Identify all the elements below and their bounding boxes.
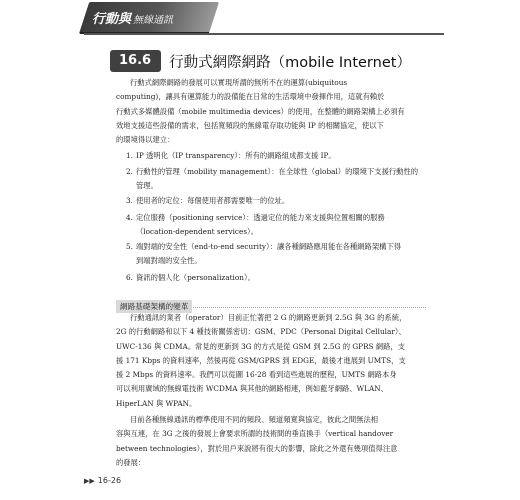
intro-line: 效地支援這些設備的需求，包括寬頻段的無線電存取功能與 IP 的相關協定，使以下 [116, 120, 384, 130]
header-rule [84, 33, 444, 35]
intro-paragraph [116, 76, 425, 147]
subsection-heading [116, 294, 426, 311]
list-item [126, 240, 426, 269]
body-line: 容與互連，在 3G 之後的發展上會要求所謂的技術間的垂直換手（vertical handover [116, 429, 394, 439]
body-line: between technologies），對於用戶來說將有很大的影響，除此之外還有幾項值得注意 [116, 443, 398, 453]
list-text: 定位服務（positioning service）：透過定位的能力來支援與位置相關的服務 [136, 213, 385, 222]
body-line: 的發展： [116, 457, 146, 467]
intro-line: 的環境得以建立： [116, 135, 175, 145]
section-heading [110, 49, 411, 73]
list-number: 3. [126, 196, 133, 205]
header-logo-text [92, 8, 212, 28]
list-text: （location-dependent services）。 [136, 227, 259, 237]
header-logo-text-a: 行動與 [92, 12, 132, 27]
subsection-heading-label: 網路基礎架構的變革 [116, 300, 192, 313]
list-number: 6. [126, 273, 133, 282]
double-arrow-icon: ▶▶ [84, 476, 95, 485]
intro-line: computing)，讓具有運算能力的設備能在日常的生活環境中發揮作用，這就有賴於 [116, 92, 385, 102]
list-number: 1. [126, 151, 133, 160]
page-footer [84, 476, 121, 485]
list-item [126, 165, 426, 194]
list-text: 到端對端的安全性。 [136, 256, 202, 266]
list-item [126, 149, 426, 163]
list-number: 5. [126, 242, 133, 251]
body-paragraph [116, 413, 425, 470]
list-number: 2. [126, 167, 133, 176]
list-text: 行動性的管理（mobility management）：在全球性（global）的環境下支援行動性的 [136, 167, 419, 176]
body-line: UWC-136 與 CDMA。常見的更新到 3G 的方式是從 GSM 到 2.5G 的 GPRS 網路，支 [116, 341, 406, 351]
list-item [126, 194, 426, 208]
body-paragraph [116, 311, 425, 411]
body-line: 可以利用廣域的無線電技術 WCDMA 與其他的網路相連，例如藍牙網路、WLAN、 [116, 384, 388, 394]
list-text: 管理。 [136, 181, 158, 191]
section-number: 16.6 [110, 50, 161, 72]
list-item [126, 271, 426, 285]
list-number: 4. [126, 213, 133, 222]
intro-line: 行動式多媒體設備（mobile multimedia devices）的使用，在整體的網路架構上必須有 [116, 106, 405, 116]
body-line: 行動通訊的業者（operator）目前正忙著把 2 G 的網路更新到 2.5G 與 3G 的系統， [130, 313, 407, 322]
body-line: HiperLAN 與 WPAN。 [116, 398, 197, 408]
section-title: 行動式網際網路（mobile Internet） [169, 54, 411, 71]
list-text: 使用者的定位：每個使用者都需要唯一的位址。 [136, 196, 290, 205]
body-line: 目前各種無線通訊的標準使用不同的頻段、頻道頻寬與協定，彼此之間無法相 [130, 415, 379, 424]
page-number: 16-26 [97, 476, 122, 485]
list-text: 資訊的個人化（personalization）。 [136, 273, 255, 282]
list-text: IP 透明化（IP transparency）：所有的網路組成都支援 IP。 [136, 151, 336, 160]
body-line: 2G 的行動網路和以下 4 種技術關係密切：GSM、PDC（Personal Digital Cellular）、 [116, 327, 406, 337]
list-item [126, 211, 426, 240]
intro-line: 行動式網際網路的發展可以實現所謂的無所不在的運算(ubiquitous [130, 78, 348, 87]
list-text: 端對端的安全性（end-to-end security）：讓各種網路應用能在各種網路架構下得 [136, 242, 402, 251]
body-line: 援 2 Mbps 的資料速率。我們可以從圖 16-28 看到這些進展的歷程，UMTS 網路本身 [116, 370, 397, 380]
header-logo-text-b: 無線通訊 [133, 15, 174, 26]
body-line: 援 171 Kbps 的資料速率，然後再從 GSM/GPRS 到 EDGE，最後才進展到 UMTS，支 [116, 355, 406, 365]
